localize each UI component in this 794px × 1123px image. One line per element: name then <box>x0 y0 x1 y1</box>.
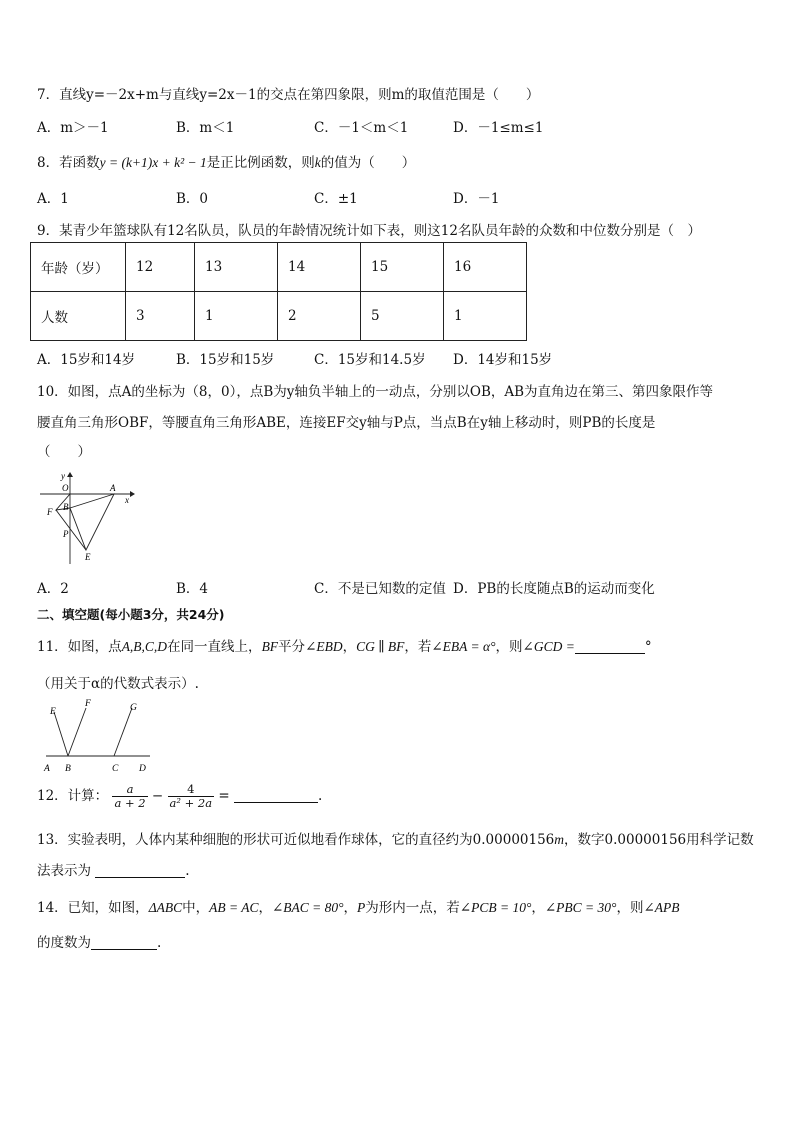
q11-parallel: CG ∥ BF <box>356 639 405 654</box>
label-e: E <box>85 552 91 562</box>
q13-line2-text: 法表示为 <box>37 863 91 879</box>
q14-angle-bac: ∠BAC = 80° <box>271 900 344 915</box>
q14-line2-text: 的度数为 <box>37 935 91 951</box>
label-y: y <box>61 471 65 481</box>
table-cell: 16 <box>444 243 527 292</box>
label-f: F <box>85 699 91 709</box>
table-header-age: 年龄（岁） <box>31 243 126 292</box>
label-a: A <box>110 483 116 493</box>
q11-stem <box>37 635 652 655</box>
q9-option-d: D．14岁和15岁 <box>453 352 553 368</box>
q14-p6: ， <box>531 900 545 916</box>
q11-line2: （用关于α的代数式表示）. <box>37 676 199 692</box>
q11-p6: ，则 <box>495 639 523 655</box>
q14-end: . <box>157 935 162 951</box>
q7-option-c: C．－1＜m＜1 <box>314 120 409 136</box>
q8-middle: 是正比例函数，则 <box>206 155 315 171</box>
q10-line2: 腰直角三角形OBF，等腰直角三角形ABE，连接EF交y轴与P点，当点B在y轴上移动时，则PB的长度是 <box>37 415 656 431</box>
q11-p3: 平分 <box>278 639 306 655</box>
q14-p5: 为形内一点，若 <box>365 900 460 916</box>
q11-p5: ，若 <box>404 639 432 655</box>
q11-bf: BF <box>261 639 279 654</box>
q14-eq1: AB = AC <box>209 900 259 915</box>
age-table <box>30 242 527 341</box>
table-cell: 13 <box>195 243 278 292</box>
label-a: A <box>44 764 50 774</box>
q8-option-a: A．1 <box>37 191 69 207</box>
q14-line2 <box>37 931 161 951</box>
q8-formula: y = (k+1)x + k² − 1 <box>99 155 207 170</box>
q13-line1a: 13．实验表明，人体内某种细胞的形状可近似地看作球体，它的直径约为0.00000156 <box>37 832 555 848</box>
q12-stem <box>37 783 322 810</box>
q11-p1: 11．如图，点 <box>37 639 122 655</box>
q14-angle-pcb: ∠PCB = 10° <box>459 900 532 915</box>
q11-p4: ， <box>342 639 357 655</box>
q8-option-d: D．－1 <box>453 191 500 207</box>
table-cell: 5 <box>361 292 444 341</box>
q11-angle-ebd: ∠EBD <box>305 639 343 654</box>
q14-angle-pbc: ∠PBC = 30° <box>544 900 617 915</box>
table-cell: 12 <box>126 243 195 292</box>
q8-option-b: B．0 <box>176 191 209 207</box>
label-f: F <box>47 507 53 517</box>
q9-option-a: A．15岁和14岁 <box>37 352 136 368</box>
label-p: P <box>63 529 69 539</box>
q12-num1: a <box>126 782 134 796</box>
q9-option-c: C．15岁和14.5岁 <box>314 352 426 368</box>
q12-den2: a² + 2a <box>169 796 213 810</box>
label-b: B <box>63 502 69 512</box>
q10-option-c: C．不是已知数的定值 <box>314 581 446 597</box>
q7-option-b: B．m＜1 <box>176 120 235 136</box>
table-cell: 1 <box>444 292 527 341</box>
q14-answer-blank[interactable] <box>91 935 157 950</box>
q11-target: ∠GCD = <box>522 639 575 654</box>
triangle-abe <box>70 494 114 550</box>
q13-line2 <box>37 859 190 879</box>
q12-prefix: 12．计算： <box>37 788 109 804</box>
q8-prefix: 8．若函数 <box>37 155 100 171</box>
q12-answer-blank[interactable] <box>234 788 318 803</box>
q8-variable: k <box>314 155 321 170</box>
q10-figure <box>36 470 136 566</box>
ray-cg <box>114 708 132 756</box>
table-cell: 2 <box>278 292 361 341</box>
ray-be <box>54 712 68 756</box>
q13-line1b: ，数字0.00000156用科学记数 <box>564 832 754 848</box>
q13-answer-blank[interactable] <box>95 863 185 878</box>
q7-option-d: D．－1≤m≤1 <box>453 120 544 136</box>
label-g: G <box>130 703 137 713</box>
q8-suffix: 的值为（ ） <box>320 155 416 171</box>
q12-minus: − <box>151 788 164 804</box>
table-cell: 1 <box>195 292 278 341</box>
q14-p4: ， <box>343 900 358 916</box>
table-cell: 15 <box>361 243 444 292</box>
q14-angle-apb: ∠APB <box>643 900 680 915</box>
q13-unit: m <box>554 832 565 847</box>
q12-fraction-1 <box>112 783 147 810</box>
q11-figure <box>38 698 158 776</box>
q14-p3: ， <box>258 900 272 916</box>
q7-option-a: A．m＞－1 <box>37 120 109 136</box>
label-b: B <box>65 764 71 774</box>
q12-fraction-2 <box>168 783 215 810</box>
label-d: D <box>139 764 146 774</box>
q14-point-p: P <box>357 900 366 915</box>
q11-points: A,B,C,D <box>121 639 168 654</box>
q13-line1 <box>37 828 754 848</box>
q9-option-b: B．15岁和15岁 <box>176 352 275 368</box>
ray-bf <box>68 708 86 756</box>
q9-stem: 9．某青少年篮球队有12名队员，队员的年龄情况统计如下表，则这12名队员年龄的众数和中位数分别是（ ） <box>37 223 701 239</box>
table-header-count: 人数 <box>31 292 126 341</box>
q14-p7: ，则 <box>616 900 644 916</box>
table-row <box>31 243 527 292</box>
table-cell: 3 <box>126 292 195 341</box>
label-x: x <box>125 495 129 505</box>
label-c: C <box>112 764 119 774</box>
segment-ef <box>56 510 86 550</box>
q14-triangle: ΔABC <box>148 900 183 915</box>
label-o: O <box>62 483 69 493</box>
q14-p2: 中， <box>182 900 210 916</box>
x-axis-arrow-icon <box>130 491 135 497</box>
q11-given: ∠EBA = α° <box>431 639 496 654</box>
q10-line1: 10．如图，点A的坐标为（8，0），点B为y轴负半轴上的一动点，分别以OB，AB为直角边在第三、第四象限作等 <box>37 384 714 400</box>
q8-option-c: C．±1 <box>314 191 358 207</box>
q10-option-d: D．PB的长度随点B的运动而变化 <box>453 581 655 597</box>
q10-option-b: B．4 <box>176 581 209 597</box>
q12-end: . <box>318 788 323 804</box>
q13-end: . <box>185 863 190 879</box>
q12-num2: 4 <box>187 782 195 796</box>
q8-stem <box>37 151 415 171</box>
q11-degree: ° <box>644 639 652 655</box>
table-cell: 14 <box>278 243 361 292</box>
q10-line3: （ ） <box>37 444 91 460</box>
q11-p2: 在同一直线上， <box>167 639 262 655</box>
label-e: E <box>50 707 56 717</box>
q11-answer-blank[interactable] <box>575 639 645 654</box>
y-axis-arrow-icon <box>67 472 73 477</box>
q12-eq: = <box>218 788 230 804</box>
q14-p1: 14．已知，如图， <box>37 900 149 916</box>
q10-option-a: A．2 <box>37 581 69 597</box>
table-row <box>31 292 527 341</box>
q12-den1: a + 2 <box>114 796 146 810</box>
q14-line1 <box>37 896 680 916</box>
section-title: 二、填空题(每小题3分，共24分) <box>37 607 225 622</box>
q7-stem: 7．直线y=－2x+m与直线y=2x－1的交点在第四象限，则m的取值范围是（ ） <box>37 87 540 103</box>
